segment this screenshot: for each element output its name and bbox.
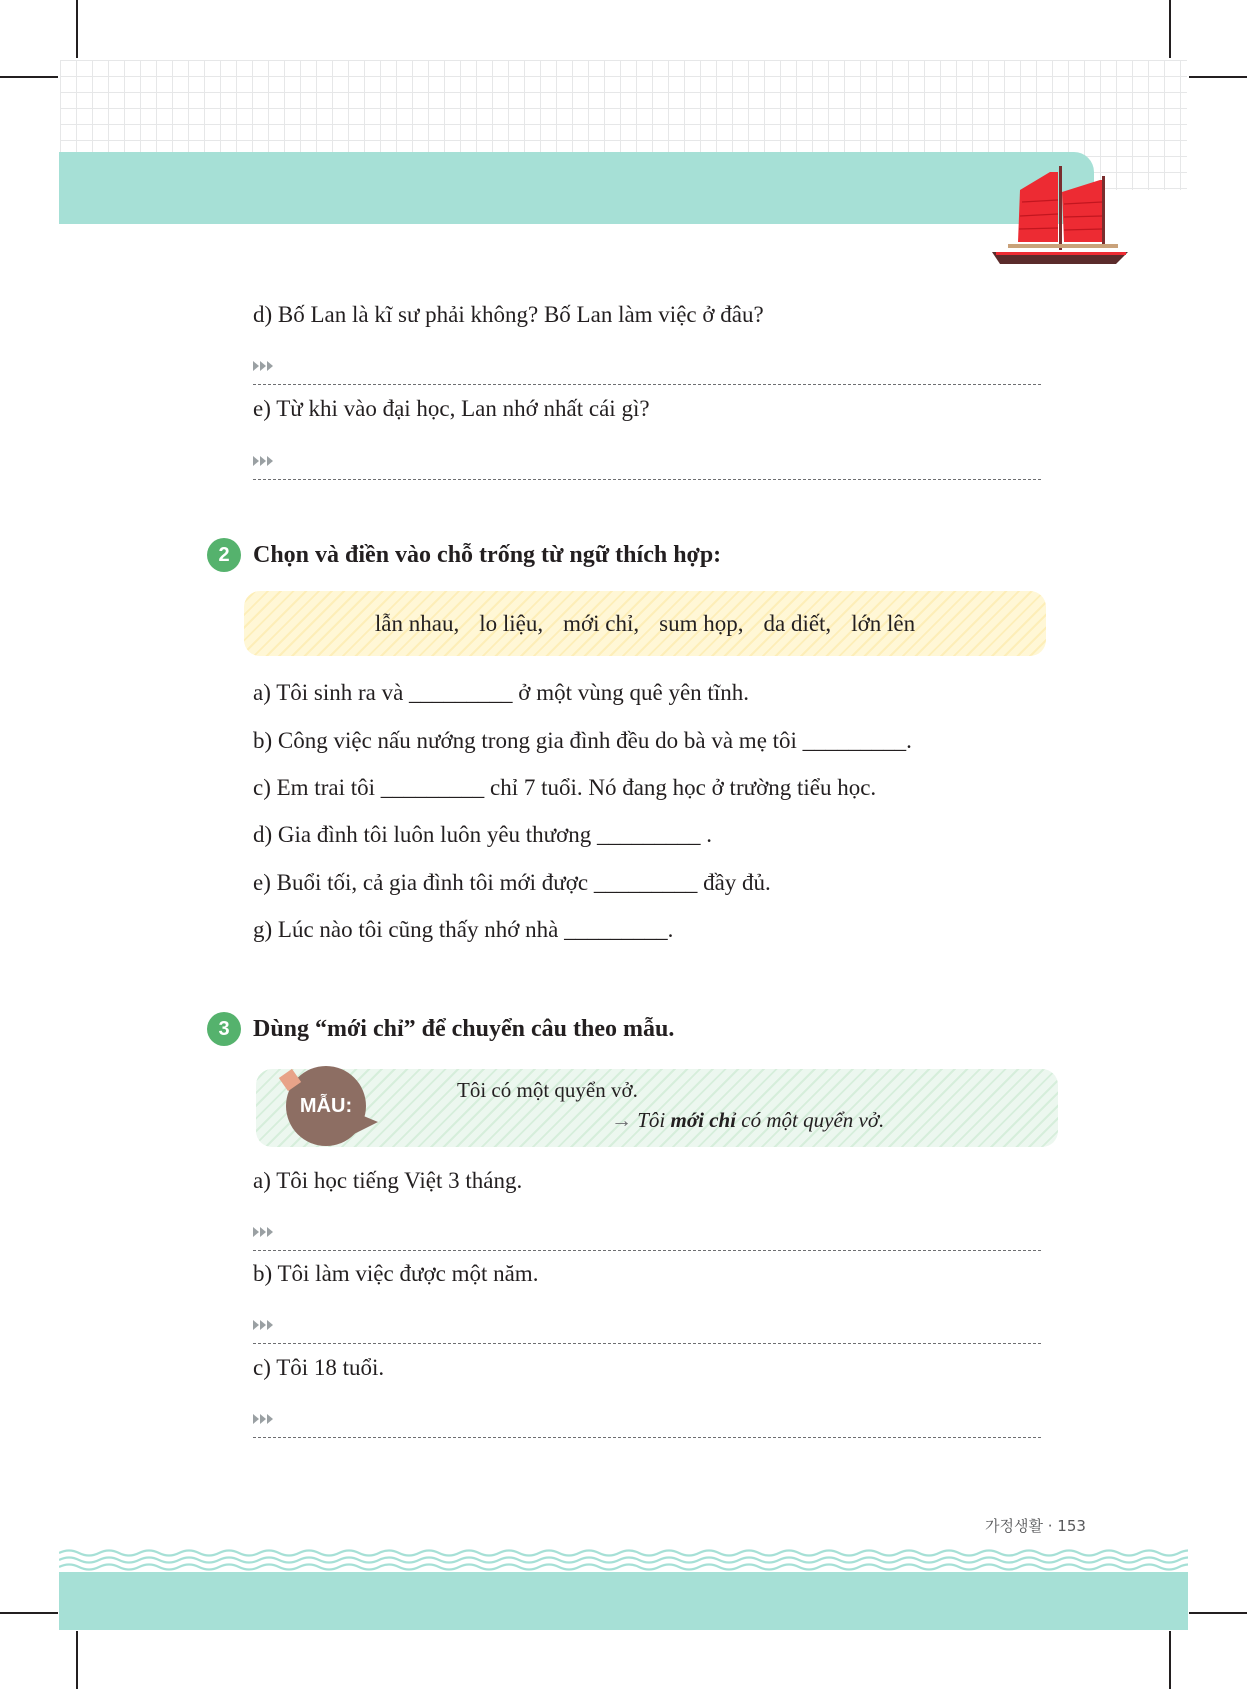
word-bank-item: lẫn nhau, [374,610,460,636]
crop-mark [76,0,78,58]
answer-line[interactable] [253,1407,1041,1438]
arrow-icon: → [611,1108,632,1132]
fill-blank-item: d) Gia đình tôi luôn luôn yêu thương _________ . [253,822,713,847]
word-bank-item: lớn lên [851,610,916,636]
fill-blank-item: g) Lúc nào tôi cũng thấy nhớ nhà _________. [253,917,674,942]
crop-mark [1169,1631,1171,1689]
fill-blank-item: e) Buổi tối, cả gia đình tôi mới được _________ đầy đủ. [253,870,771,895]
crop-mark [1189,1612,1247,1614]
rewrite-item-b: b) Tôi làm việc được một năm. [253,1261,539,1286]
triple-arrow-icon [253,1411,275,1432]
answer-line[interactable] [253,1220,1041,1251]
section-number-badge: 3 [207,1012,241,1046]
sample-result-pre: Tôi [637,1108,671,1132]
sample-result-bold: mới chỉ [670,1108,737,1132]
triple-arrow-icon [253,453,275,474]
word-bank [244,591,1046,656]
answer-line[interactable] [253,1313,1041,1344]
crop-mark [1169,0,1171,58]
junk-boat-icon [990,162,1130,270]
triple-arrow-icon [253,1224,275,1245]
word-bank-item: lo liệu, [479,610,544,636]
page-number: 153 [1057,1517,1086,1535]
section-number-badge: 2 [207,538,241,572]
triple-arrow-icon [253,358,275,379]
wave-decoration [59,1548,1188,1574]
header-band [59,152,1094,224]
section-title: Chọn và điền vào chỗ trống từ ngữ thích hợp: [253,542,722,568]
footer-band [59,1572,1188,1630]
rewrite-item-a: a) Tôi học tiếng Việt 3 tháng. [253,1168,523,1193]
crop-mark [76,1631,78,1689]
answer-line[interactable] [253,354,1041,385]
fill-blank-item: b) Công việc nấu nướng trong gia đình đều do bà và mẹ tôi _________. [253,728,912,753]
word-bank-item: da diết, [763,610,832,636]
footer-chapter-label: 가정생활 · [985,1517,1053,1535]
word-bank-item: sum họp, [659,610,744,636]
crop-mark [1189,76,1247,78]
fill-blank-item: a) Tôi sinh ra và _________ ở một vùng quê yên tĩnh. [253,680,749,705]
crop-mark [0,76,58,78]
sample-sentence: Tôi có một quyển vở. [457,1078,638,1102]
question-e: e) Từ khi vào đại học, Lan nhớ nhất cái gì? [253,396,650,421]
sample-result [611,1108,884,1133]
word-bank-item: mới chỉ, [563,610,640,636]
answer-line[interactable] [253,449,1041,480]
sample-label-bubble: MẪU: [286,1066,366,1146]
rewrite-item-c: c) Tôi 18 tuổi. [253,1355,385,1380]
fill-blank-item: c) Em trai tôi _________ chỉ 7 tuổi. Nó đang học ở trường tiểu học. [253,775,877,800]
page-footer [985,1515,1086,1536]
triple-arrow-icon [253,1317,275,1338]
question-d: d) Bố Lan là kĩ sư phải không? Bố Lan làm việc ở đâu? [253,302,764,327]
section-title: Dùng “mới chỉ” để chuyển câu theo mẫu. [253,1016,675,1042]
sample-result-post: có một quyển vở. [736,1108,885,1132]
crop-mark [0,1612,58,1614]
